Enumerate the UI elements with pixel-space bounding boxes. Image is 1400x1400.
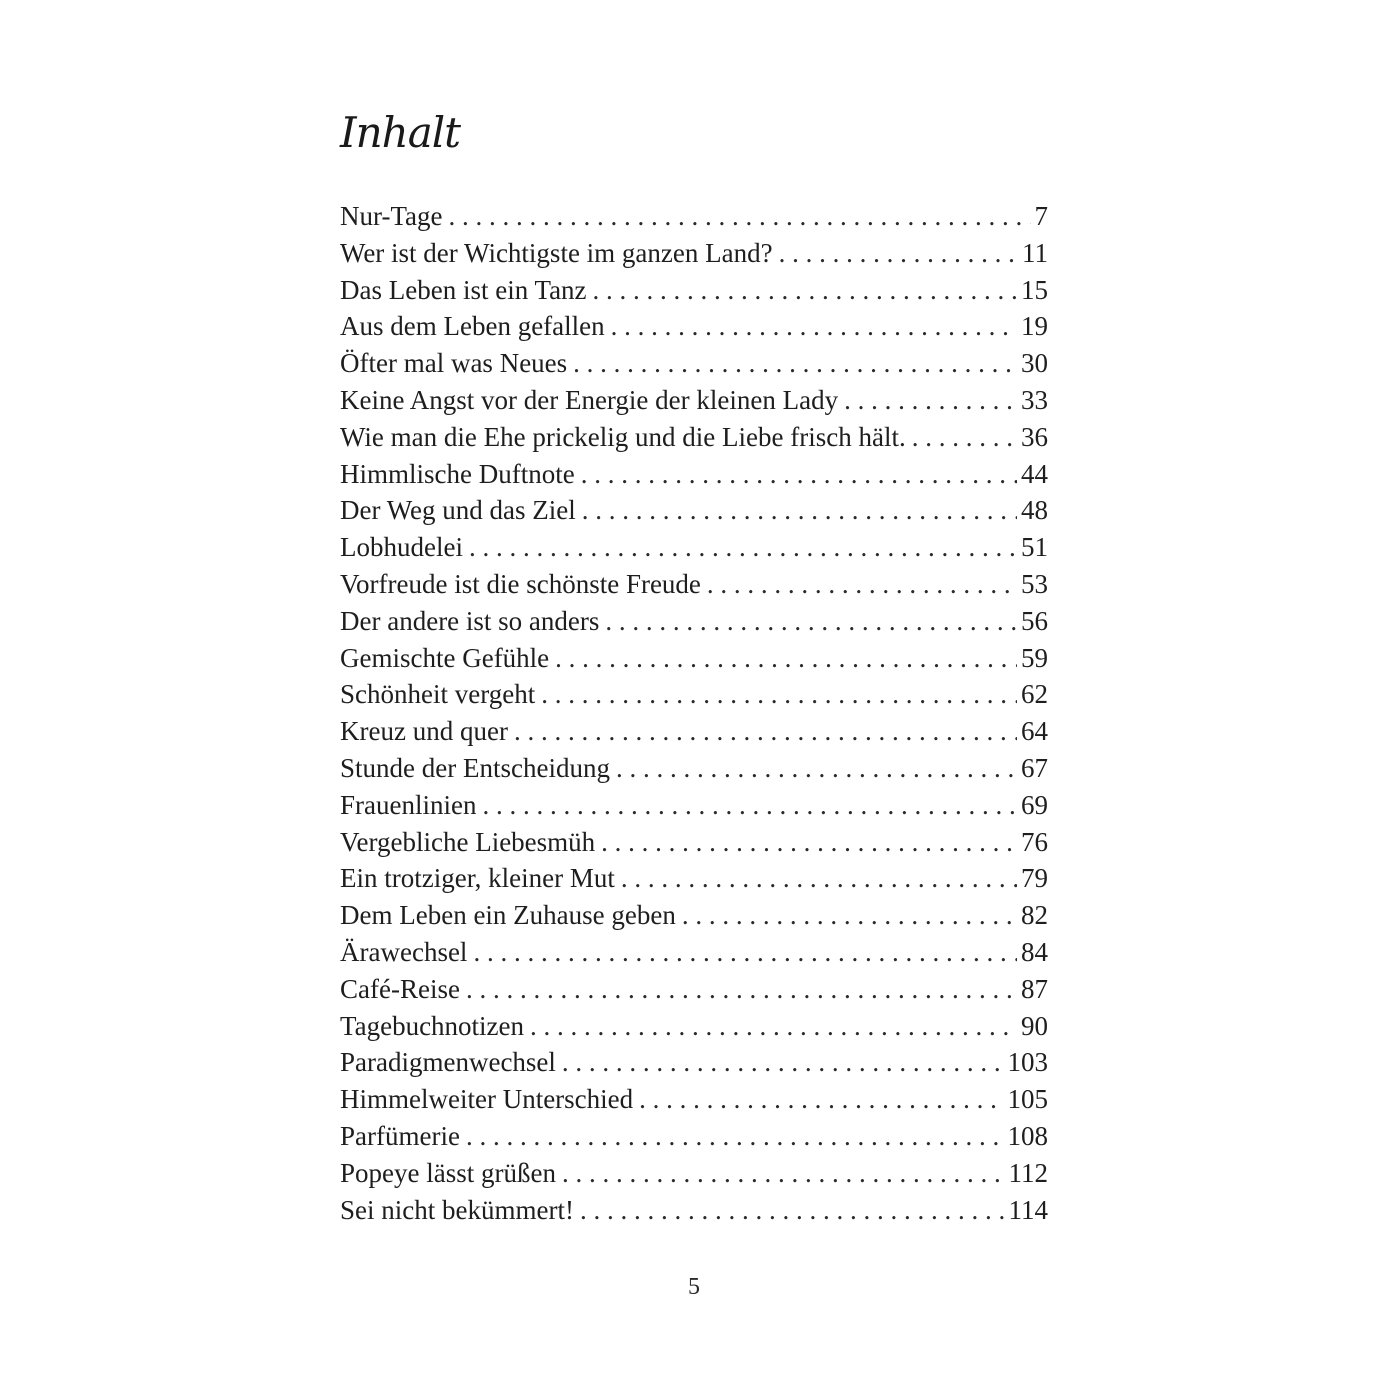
toc-entry (340, 419, 1048, 456)
toc-entry-page: 105 (1007, 1084, 1048, 1115)
dot-leader (593, 272, 1017, 309)
toc-entry (340, 382, 1048, 419)
page-title: Inhalt (340, 108, 461, 157)
toc-entry-title: Ein trotziger, kleiner Mut (340, 863, 615, 894)
toc-entry-page: 79 (1021, 863, 1048, 894)
toc-entry-title: Café-Reise (340, 973, 460, 1004)
dot-leader (582, 492, 1017, 529)
toc-entry-title: Vorfreude ist die schönste Freude (340, 568, 701, 599)
toc-entry-page: 30 (1021, 348, 1048, 379)
dot-leader (912, 419, 1017, 456)
dot-leader (473, 934, 1017, 971)
toc-entry (340, 272, 1048, 309)
toc-entry (340, 198, 1048, 235)
dot-leader (469, 529, 1017, 566)
toc-entry-title: Paradigmenwechsel (340, 1047, 556, 1078)
toc-entry-page: 36 (1021, 421, 1048, 452)
toc-entry (340, 640, 1048, 677)
toc-entry-title: Wie man die Ehe prickelig und die Liebe frisch hält. (340, 421, 906, 452)
dot-leader (530, 1008, 1017, 1045)
toc-entry-page: 19 (1021, 311, 1048, 342)
dot-leader (605, 603, 1017, 640)
toc-entry-title: Schönheit vergeht (340, 679, 536, 710)
toc-entry (340, 529, 1048, 566)
toc-entry-page: 62 (1021, 679, 1048, 710)
dot-leader (616, 750, 1017, 787)
toc-entry-title: Aus dem Leben gefallen (340, 311, 605, 342)
toc-entry-title: Dem Leben ein Zuhause geben (340, 900, 676, 931)
dot-leader (449, 198, 1031, 235)
dot-leader (621, 860, 1017, 897)
toc-entry (340, 934, 1048, 971)
toc-entry (340, 750, 1048, 787)
toc-entry-page: 67 (1021, 752, 1048, 783)
table-of-contents (340, 198, 1048, 1228)
toc-entry-page: 82 (1021, 900, 1048, 931)
dot-leader (555, 640, 1017, 677)
toc-entry (340, 566, 1048, 603)
toc-entry (340, 787, 1048, 824)
toc-entry (340, 971, 1048, 1008)
dot-leader (580, 1192, 1005, 1229)
toc-entry-page: 33 (1021, 384, 1048, 415)
toc-entry-title: Wer ist der Wichtigste im ganzen Land? (340, 237, 773, 268)
dot-leader (611, 308, 1017, 345)
toc-entry (340, 897, 1048, 934)
toc-entry-page: 103 (1007, 1047, 1048, 1078)
toc-entry (340, 345, 1048, 382)
toc-entry-page: 11 (1022, 237, 1048, 268)
toc-entry-page: 48 (1021, 495, 1048, 526)
dot-leader (682, 897, 1017, 934)
toc-entry (340, 1155, 1048, 1192)
toc-entry-title: Himmlische Duftnote (340, 458, 575, 489)
toc-entry-page: 15 (1021, 274, 1048, 305)
dot-leader (562, 1044, 1004, 1081)
toc-entry (340, 308, 1048, 345)
toc-entry-page: 69 (1021, 789, 1048, 820)
toc-entry-title: Stunde der Entscheidung (340, 752, 610, 783)
dot-leader (482, 787, 1017, 824)
toc-entry (340, 1008, 1048, 1045)
dot-leader (707, 566, 1017, 603)
toc-entry-title: Kreuz und quer (340, 716, 508, 747)
toc-entry (340, 860, 1048, 897)
toc-entry-title: Tagebuchnotizen (340, 1010, 525, 1041)
toc-entry (340, 676, 1048, 713)
toc-entry-page: 64 (1021, 716, 1048, 747)
toc-entry-title: Frauenlinien (340, 789, 477, 820)
toc-entry-title: Himmelweiter Unterschied (340, 1084, 634, 1115)
dot-leader (466, 1118, 1004, 1155)
toc-entry (340, 713, 1048, 750)
toc-entry-title: Vergebliche Liebesmüh (340, 826, 596, 857)
toc-entry-page: 53 (1021, 568, 1048, 599)
toc-entry-page: 76 (1021, 826, 1048, 857)
toc-entry (340, 1081, 1048, 1118)
toc-entry-title: Popeye lässt grüßen (340, 1157, 556, 1188)
dot-leader (581, 456, 1017, 493)
toc-entry-page: 108 (1007, 1120, 1048, 1151)
toc-entry-title: Der andere ist so anders (340, 605, 600, 636)
toc-entry-page: 114 (1008, 1194, 1048, 1225)
toc-entry (340, 456, 1048, 493)
toc-entry-page: 59 (1021, 642, 1048, 673)
toc-entry-title: Das Leben ist ein Tanz (340, 274, 587, 305)
dot-leader (601, 824, 1017, 861)
toc-entry-title: Gemischte Gefühle (340, 642, 550, 673)
toc-entry (340, 603, 1048, 640)
dot-leader (541, 676, 1017, 713)
toc-entry-page: 112 (1008, 1157, 1048, 1188)
toc-entry-title: Parfümerie (340, 1120, 460, 1151)
toc-entry-title: Der Weg und das Ziel (340, 495, 576, 526)
toc-entry (340, 1044, 1048, 1081)
toc-entry-page: 7 (1034, 201, 1048, 231)
toc-entry (340, 1192, 1048, 1229)
dot-leader (514, 713, 1017, 750)
toc-entry-title: Öfter mal was Neues (340, 348, 568, 379)
toc-entry (340, 824, 1048, 861)
toc-entry-page: 84 (1021, 936, 1048, 967)
page-number: 5 (688, 1274, 700, 1300)
dot-leader (573, 345, 1017, 382)
toc-entry-page: 51 (1021, 532, 1048, 563)
dot-leader (466, 971, 1017, 1008)
toc-entry-title: Lobhudelei (340, 532, 463, 563)
dot-leader (639, 1081, 1003, 1118)
toc-entry-title: Sei nicht bekümmert! (340, 1194, 574, 1225)
dot-leader (844, 382, 1017, 419)
dot-leader (779, 235, 1018, 272)
toc-entry-title: Ärawechsel (340, 936, 468, 967)
toc-entry-title: Keine Angst vor der Energie der kleinen Lady (340, 384, 839, 415)
toc-entry-title: Nur-Tage (340, 201, 443, 231)
toc-entry (340, 492, 1048, 529)
dot-leader (562, 1155, 1005, 1192)
toc-entry-page: 56 (1021, 605, 1048, 636)
toc-entry-page: 90 (1021, 1010, 1048, 1041)
toc-entry (340, 235, 1048, 272)
toc-entry (340, 1118, 1048, 1155)
toc-entry-page: 44 (1021, 458, 1048, 489)
toc-entry-page: 87 (1021, 973, 1048, 1004)
